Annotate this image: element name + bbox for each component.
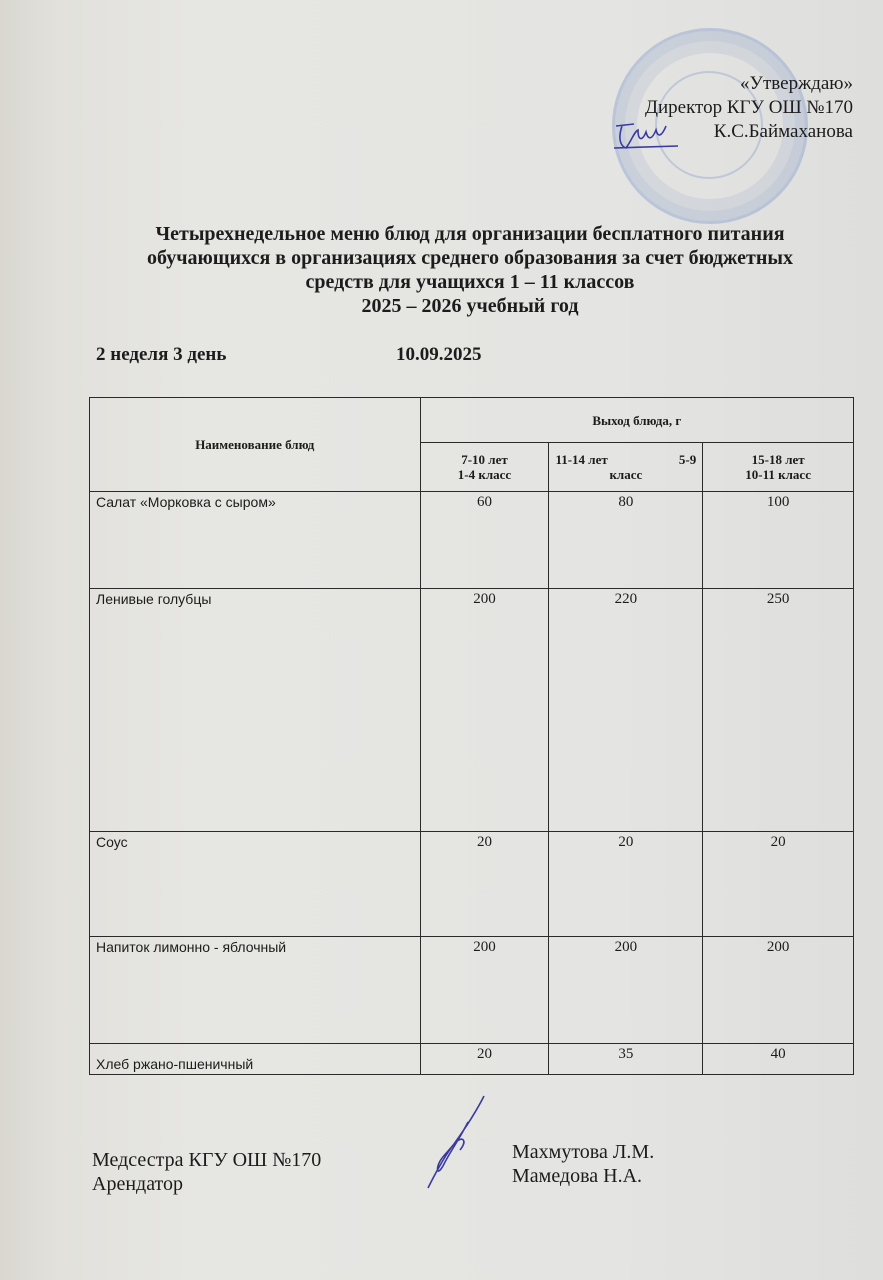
age-group-2-grade-num: 5-9 (678, 452, 697, 467)
portion-value: 200 (703, 937, 854, 1044)
title-line-3: средств для учащихся 1 – 11 классов (305, 271, 635, 293)
header-age-group-1 (420, 443, 549, 492)
approval-position: Директор КГУ ОШ №170 (645, 97, 853, 118)
tenant-role: Арендатор (92, 1173, 184, 1195)
footer-roles (92, 1148, 321, 1196)
age-group-1-age: 7-10 лет (461, 452, 508, 467)
approval-name: К.С.Баймаханова (713, 121, 853, 142)
dish-name: Соус (90, 832, 421, 937)
header-age-group-3 (703, 443, 854, 492)
header-output: Выход блюда, г (420, 398, 853, 443)
age-group-3-grade: 10-11 класс (745, 467, 811, 482)
nurse-role: Медсестра КГУ ОШ №170 (92, 1149, 322, 1171)
dish-name: Салат «Морковка с сыром» (90, 492, 421, 589)
week-day-label: 2 неделя 3 день (96, 344, 227, 365)
portion-value: 20 (420, 1044, 549, 1075)
header-dish-name: Наименование блюд (90, 398, 421, 492)
table-header-row (90, 398, 854, 443)
portion-value: 200 (549, 937, 703, 1044)
dish-name: Ленивые голубцы (90, 589, 421, 832)
title-line-2: обучающихся в организациях среднего образования за счет бюджетных (146, 247, 794, 269)
tenant-name: Мамедова Н.А. (512, 1165, 643, 1187)
title-line-1: Четырехнедельное меню блюд для организации бесплатного питания (155, 223, 785, 245)
age-group-2-grade: класс (609, 467, 643, 482)
portion-value: 80 (549, 492, 703, 589)
portion-value: 35 (549, 1044, 703, 1075)
dish-name: Напиток лимонно - яблочный (90, 937, 421, 1044)
portion-value: 200 (420, 589, 549, 832)
portion-value: 220 (549, 589, 703, 832)
table-row (90, 937, 854, 1044)
table-row (90, 492, 854, 589)
header-age-group-2 (549, 443, 703, 492)
portion-value: 100 (703, 492, 854, 589)
age-group-2-age: 11-14 лет (555, 452, 608, 467)
nurse-signature-icon (410, 1092, 500, 1192)
footer-names (512, 1140, 654, 1188)
table-row (90, 589, 854, 832)
menu-table (89, 397, 854, 1075)
title-line-4: 2025 – 2026 учебный год (361, 295, 579, 317)
portion-value: 20 (420, 832, 549, 937)
age-group-1-grade: 1-4 класс (457, 467, 512, 482)
table-row (90, 832, 854, 937)
portion-value: 40 (703, 1044, 854, 1075)
table-row (90, 1044, 854, 1075)
dish-name: Хлеб ржано-пшеничный (90, 1044, 421, 1075)
nurse-name: Махмутова Л.М. (512, 1141, 655, 1163)
menu-date: 10.09.2025 (396, 344, 482, 365)
portion-value: 20 (703, 832, 854, 937)
age-group-3-age: 15-18 лет (751, 452, 805, 467)
portion-value: 20 (549, 832, 703, 937)
director-signature-icon (612, 118, 682, 154)
portion-value: 250 (703, 589, 854, 832)
portion-value: 60 (420, 492, 549, 589)
portion-value: 200 (420, 937, 549, 1044)
document-title (90, 222, 850, 318)
approval-heading: «Утверждаю» (740, 73, 853, 94)
